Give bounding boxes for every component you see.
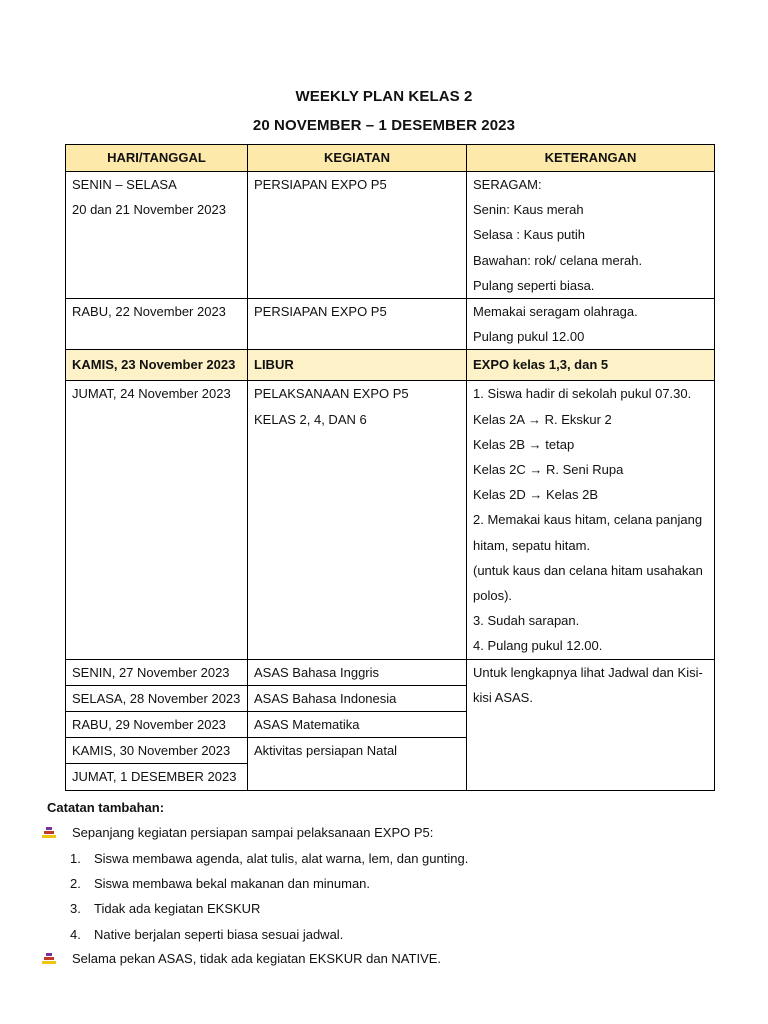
class-move-line [473, 432, 708, 457]
arrow-right-icon: → [529, 487, 543, 503]
class-move-line [473, 407, 708, 432]
notes-cell [467, 381, 715, 659]
table-row [66, 381, 715, 659]
arrow-right-icon: → [528, 436, 542, 452]
day-cell: SELASA, 28 November 2023 [66, 685, 248, 711]
column-header-activity: KEGIATAN [248, 145, 467, 172]
class-name: Kelas 2D [473, 487, 526, 503]
day-cell: JUMAT, 1 DESEMBER 2023 [66, 764, 248, 790]
note-line: Untuk lengkapnya lihat Jadwal dan Kisi- [473, 664, 703, 680]
list-number: 4. [70, 927, 81, 942]
note-line: polos). [473, 588, 513, 604]
note-line: Selasa : Kaus putih [473, 227, 586, 243]
arrow-right-icon: → [527, 411, 541, 427]
activity-line: PERSIAPAN EXPO P5 [254, 177, 387, 192]
day-cell: KAMIS, 30 November 2023 [66, 738, 248, 764]
notes-cell [467, 299, 715, 350]
note-line: Bawahan: rok/ celana merah. [473, 252, 643, 268]
class-move-line [473, 457, 708, 482]
class-move-line [473, 482, 708, 507]
activity-cell: Aktivitas persiapan Natal [248, 738, 467, 790]
notes-cell: EXPO kelas 1,3, dan 5 [467, 350, 715, 381]
day-cell: RABU, 29 November 2023 [66, 712, 248, 738]
note-line: 1. Siswa hadir di sekolah pukul 07.30. [473, 386, 692, 402]
class-name: Kelas 2B [473, 436, 526, 452]
day-cell: SENIN, 27 November 2023 [66, 659, 248, 685]
page-subtitle: 20 NOVEMBER – 1 DESEMBER 2023 [252, 117, 516, 134]
note-line: Memakai seragam olahraga. [473, 304, 638, 320]
list-text: Native berjalan seperti biasa sesuai jadwal. [94, 927, 344, 942]
list-number: 1. [70, 851, 81, 866]
notes-cell [467, 172, 715, 299]
note-line: Pulang seperti biasa. [473, 277, 595, 293]
notes-title: Catatan tambahan: [47, 800, 165, 815]
list-number: 2. [70, 876, 81, 891]
activity-cell [248, 381, 467, 659]
activity-line: KELAS 2, 4, DAN 6 [254, 411, 367, 427]
day-line: JUMAT, 24 November 2023 [72, 386, 231, 402]
activity-cell: ASAS Bahasa Indonesia [248, 685, 467, 711]
table-row [66, 659, 715, 685]
page-title: WEEKLY PLAN KELAS 2 [295, 88, 473, 105]
list-text: Tidak ada kegiatan EKSKUR [94, 901, 261, 916]
note-line: 4. Pulang pukul 12.00. [473, 638, 603, 654]
list-text: Siswa membawa agenda, alat tulis, alat warna, lem, dan gunting. [94, 851, 469, 866]
day-cell [66, 381, 248, 659]
weekly-plan-table [65, 144, 715, 791]
stacked-color-bullet-icon [42, 952, 56, 966]
note-line: 3. Sudah sarapan. [473, 613, 580, 629]
activity-cell [248, 172, 467, 299]
note-line: kisi ASAS. [473, 689, 533, 705]
bullet-text: Selama pekan ASAS, tidak ada kegiatan EKSKUR dan NATIVE. [72, 951, 442, 966]
note-line: hitam, sepatu hitam. [473, 537, 591, 553]
day-line: SENIN – SELASA [72, 177, 177, 192]
day-cell: KAMIS, 23 November 2023 [66, 350, 248, 381]
note-line: Senin: Kaus merah [473, 202, 584, 218]
activity-line: PERSIAPAN EXPO P5 [254, 304, 387, 320]
note-line: Pulang pukul 12.00 [473, 329, 585, 345]
notes-cell-asas [467, 659, 715, 790]
class-destination: Kelas 2B [546, 487, 599, 503]
class-destination: tetap [545, 436, 575, 452]
day-line: 20 dan 21 November 2023 [72, 202, 226, 218]
day-cell [66, 172, 248, 299]
class-name: Kelas 2A [473, 411, 525, 427]
table-header-row [66, 145, 715, 172]
column-header-day: HARI/TANGGAL [66, 145, 248, 172]
activity-cell [248, 299, 467, 350]
stacked-color-bullet-icon [42, 826, 56, 840]
list-text: Siswa membawa bekal makanan dan minuman. [94, 876, 371, 891]
table-row [66, 172, 715, 299]
bullet-text: Sepanjang kegiatan persiapan sampai pelaksanaan EXPO P5: [72, 825, 434, 840]
activity-cell: ASAS Matematika [248, 712, 467, 738]
activity-cell: ASAS Bahasa Inggris [248, 659, 467, 685]
activity-line: PELAKSANAAN EXPO P5 [254, 386, 409, 402]
note-line: SERAGAM: [473, 177, 542, 192]
list-number: 3. [70, 901, 81, 916]
class-destination: R. Seni Rupa [546, 462, 624, 478]
class-destination: R. Ekskur 2 [544, 411, 612, 427]
table-row-highlighted [66, 350, 715, 381]
class-name: Kelas 2C [473, 462, 526, 478]
table-row [66, 299, 715, 350]
column-header-notes: KETERANGAN [467, 145, 715, 172]
note-line: (untuk kaus dan celana hitam usahakan [473, 562, 703, 578]
day-line: RABU, 22 November 2023 [72, 304, 226, 320]
activity-cell: LIBUR [248, 350, 467, 381]
arrow-right-icon: → [529, 462, 543, 478]
note-line: 2. Memakai kaus hitam, celana panjang [473, 512, 703, 528]
day-cell [66, 299, 248, 350]
